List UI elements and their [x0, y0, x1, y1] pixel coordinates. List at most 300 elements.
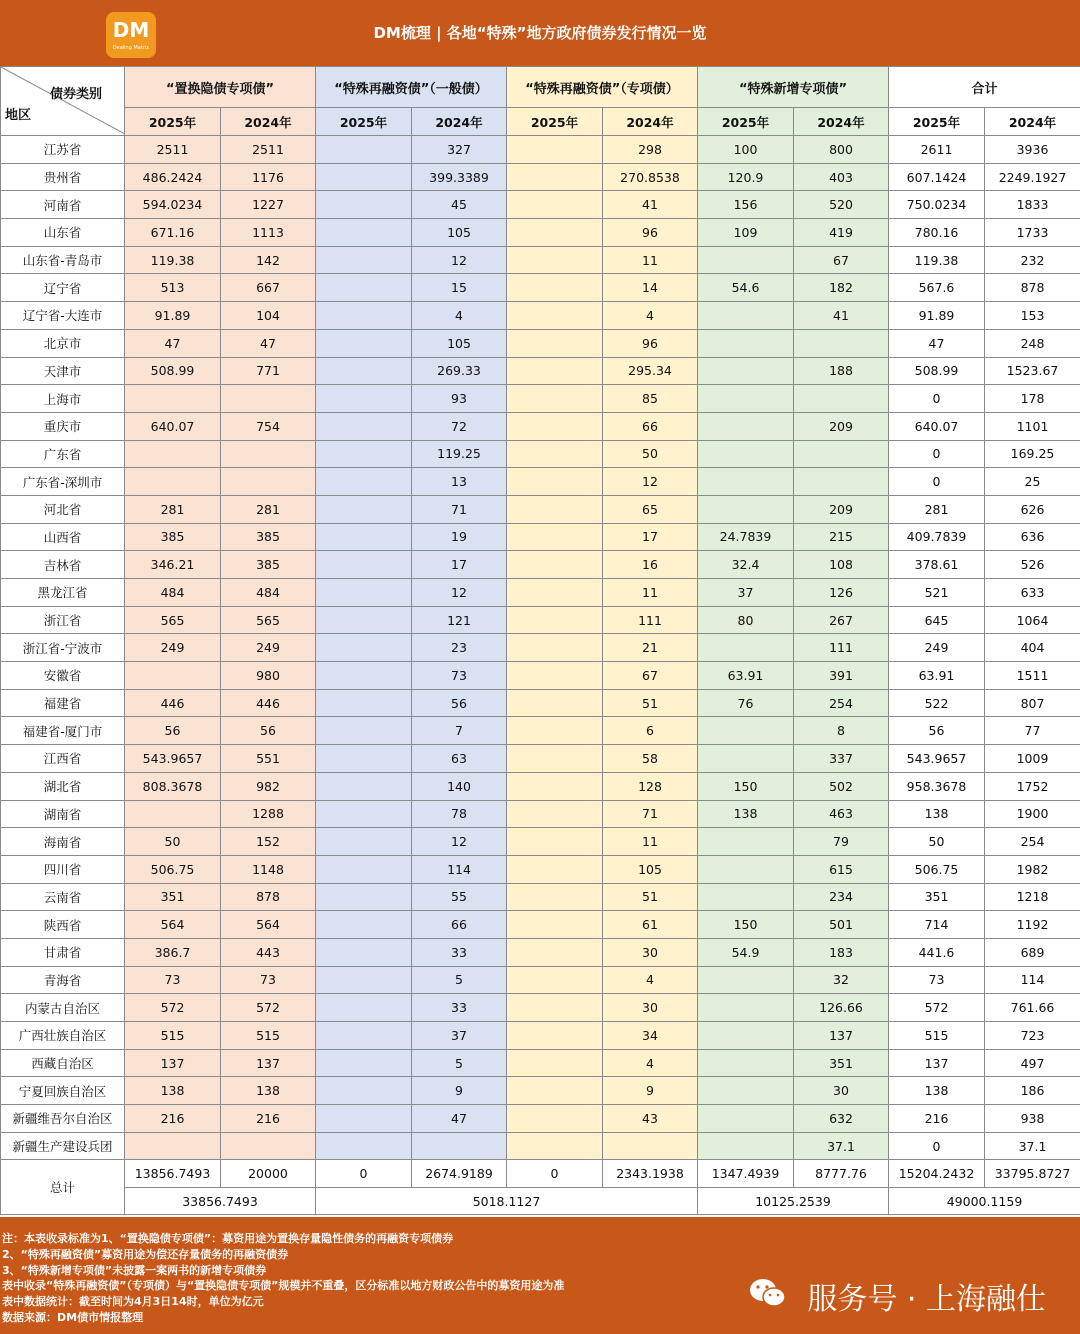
- value-cell: 137: [221, 1049, 316, 1077]
- value-cell: 501: [794, 911, 889, 939]
- table-row: [1, 717, 1080, 745]
- value-cell: 632: [794, 1105, 889, 1133]
- value-cell: 216: [889, 1105, 985, 1133]
- note-line: 3、“特殊新增专项债”未披露一案两书的新增专项债券: [2, 1264, 267, 1277]
- value-cell: 249: [221, 634, 316, 662]
- value-cell: 594.0234: [125, 191, 221, 219]
- table-row: [1, 883, 1080, 911]
- value-cell: 153: [985, 302, 1080, 330]
- table-row: [1, 440, 1080, 468]
- value-cell: 12: [412, 246, 507, 274]
- table-row: [1, 468, 1080, 496]
- value-cell: [316, 662, 412, 690]
- table-row: [1, 911, 1080, 939]
- value-cell: 32: [794, 966, 889, 994]
- value-cell: [507, 191, 603, 219]
- value-cell: [698, 468, 794, 496]
- value-cell: 216: [221, 1105, 316, 1133]
- value-cell: 543.9657: [125, 745, 221, 773]
- value-cell: 114: [985, 966, 1080, 994]
- combined-total-refinance: 5018.1127: [316, 1188, 698, 1215]
- region-name: 北京市: [1, 329, 125, 357]
- value-cell: [698, 495, 794, 523]
- value-cell: 152: [221, 828, 316, 856]
- value-cell: 77: [985, 717, 1080, 745]
- value-cell: [698, 745, 794, 773]
- value-cell: 572: [889, 994, 985, 1022]
- value-cell: 385: [125, 523, 221, 551]
- value-cell: [221, 468, 316, 496]
- value-cell: 351: [125, 883, 221, 911]
- value-cell: [316, 302, 412, 330]
- region-name: 四川省: [1, 855, 125, 883]
- table-row: [1, 579, 1080, 607]
- value-cell: 41: [603, 191, 698, 219]
- value-cell: 565: [125, 606, 221, 634]
- value-cell: [125, 385, 221, 413]
- value-cell: 50: [603, 440, 698, 468]
- value-cell: [316, 274, 412, 302]
- value-cell: 169.25: [985, 440, 1080, 468]
- value-cell: [507, 136, 603, 164]
- value-cell: [316, 136, 412, 164]
- year-header: 2025年: [125, 108, 221, 136]
- value-cell: [698, 1132, 794, 1160]
- value-cell: 626: [985, 495, 1080, 523]
- value-cell: 249: [889, 634, 985, 662]
- value-cell: 104: [221, 302, 316, 330]
- value-cell: 1227: [221, 191, 316, 219]
- value-cell: 3936: [985, 136, 1080, 164]
- value-cell: [507, 163, 603, 191]
- year-header: 2024年: [221, 108, 316, 136]
- value-cell: 216: [125, 1105, 221, 1133]
- region-name: 河南省: [1, 191, 125, 219]
- table-body: [1, 136, 1080, 1160]
- value-cell: 47: [125, 329, 221, 357]
- value-cell: [507, 938, 603, 966]
- value-cell: [698, 1022, 794, 1050]
- value-cell: [316, 772, 412, 800]
- value-cell: 1982: [985, 855, 1080, 883]
- value-cell: 404: [985, 634, 1080, 662]
- value-cell: 878: [221, 883, 316, 911]
- value-cell: 958.3678: [889, 772, 985, 800]
- value-cell: 73: [221, 966, 316, 994]
- value-cell: [507, 689, 603, 717]
- value-cell: [316, 191, 412, 219]
- value-cell: 298: [603, 136, 698, 164]
- value-cell: 446: [221, 689, 316, 717]
- value-cell: [507, 219, 603, 247]
- value-cell: 808.3678: [125, 772, 221, 800]
- group-header-replacement: “置换隐债专项债”: [125, 67, 316, 108]
- value-cell: 520: [794, 191, 889, 219]
- table-row: [1, 1132, 1080, 1160]
- value-cell: [698, 717, 794, 745]
- value-cell: [507, 883, 603, 911]
- value-cell: [507, 440, 603, 468]
- value-cell: 6: [603, 717, 698, 745]
- value-cell: 50: [125, 828, 221, 856]
- value-cell: [794, 440, 889, 468]
- table-row: [1, 412, 1080, 440]
- total-row: [1, 1160, 1080, 1188]
- value-cell: 14: [603, 274, 698, 302]
- value-cell: 463: [794, 800, 889, 828]
- region-name: 新疆维吾尔自治区: [1, 1105, 125, 1133]
- value-cell: [507, 828, 603, 856]
- value-cell: 37: [412, 1022, 507, 1050]
- page-title: DM梳理 | 各地“特殊”地方政府债券发行情况一览: [373, 24, 707, 42]
- value-cell: 61: [603, 911, 698, 939]
- value-cell: 188: [794, 357, 889, 385]
- value-cell: [794, 385, 889, 413]
- region-name: 山东省-青岛市: [1, 246, 125, 274]
- table-row: [1, 385, 1080, 413]
- table-row: [1, 191, 1080, 219]
- value-cell: 105: [603, 855, 698, 883]
- value-cell: 502: [794, 772, 889, 800]
- value-cell: [316, 468, 412, 496]
- value-cell: 689: [985, 938, 1080, 966]
- value-cell: 754: [221, 412, 316, 440]
- region-name: 甘肃省: [1, 938, 125, 966]
- value-cell: 1009: [985, 745, 1080, 773]
- value-cell: 2511: [221, 136, 316, 164]
- total-cell: 0: [316, 1160, 412, 1188]
- region-name: 贵州省: [1, 163, 125, 191]
- value-cell: [316, 412, 412, 440]
- region-name: 湖南省: [1, 800, 125, 828]
- value-cell: 281: [221, 495, 316, 523]
- value-cell: 484: [221, 579, 316, 607]
- value-cell: 234: [794, 883, 889, 911]
- table-row: [1, 523, 1080, 551]
- value-cell: 4: [603, 302, 698, 330]
- value-cell: 126: [794, 579, 889, 607]
- value-cell: 108: [794, 551, 889, 579]
- value-cell: 572: [221, 994, 316, 1022]
- value-cell: 51: [603, 689, 698, 717]
- value-cell: 938: [985, 1105, 1080, 1133]
- value-cell: [698, 883, 794, 911]
- value-cell: 37: [698, 579, 794, 607]
- value-cell: 66: [603, 412, 698, 440]
- value-cell: 564: [125, 911, 221, 939]
- value-cell: 142: [221, 246, 316, 274]
- region-name: 黑龙江省: [1, 579, 125, 607]
- value-cell: 11: [603, 246, 698, 274]
- value-cell: 150: [698, 911, 794, 939]
- table-row: [1, 219, 1080, 247]
- value-cell: [316, 689, 412, 717]
- value-cell: 72: [412, 412, 507, 440]
- table-row: [1, 689, 1080, 717]
- value-cell: [698, 412, 794, 440]
- value-cell: 1148: [221, 855, 316, 883]
- value-cell: 565: [221, 606, 316, 634]
- value-cell: [507, 717, 603, 745]
- region-name: 浙江省: [1, 606, 125, 634]
- group-header-new-special: “特殊新增专项债”: [698, 67, 889, 108]
- value-cell: [316, 1022, 412, 1050]
- value-cell: 526: [985, 551, 1080, 579]
- value-cell: 351: [794, 1049, 889, 1077]
- note-line: 表中收录“特殊再融资债”（专项债）与“置换隐债专项债”规模并不重叠，区分标准以地方财政公告中的募资用途为准: [2, 1279, 565, 1292]
- value-cell: 11: [603, 828, 698, 856]
- value-cell: 13: [412, 468, 507, 496]
- region-name: 安徽省: [1, 662, 125, 690]
- value-cell: 23: [412, 634, 507, 662]
- value-cell: 16: [603, 551, 698, 579]
- value-cell: [316, 938, 412, 966]
- value-cell: 567.6: [889, 274, 985, 302]
- value-cell: 0: [889, 385, 985, 413]
- value-cell: [507, 1105, 603, 1133]
- header-bar: [0, 0, 1080, 66]
- value-cell: 515: [889, 1022, 985, 1050]
- value-cell: [221, 1132, 316, 1160]
- value-cell: 54.6: [698, 274, 794, 302]
- value-cell: 327: [412, 136, 507, 164]
- value-cell: 385: [221, 551, 316, 579]
- value-cell: 30: [794, 1077, 889, 1105]
- value-cell: 51: [603, 883, 698, 911]
- value-cell: 807: [985, 689, 1080, 717]
- table-row: [1, 329, 1080, 357]
- value-cell: 667: [221, 274, 316, 302]
- value-cell: 47: [221, 329, 316, 357]
- value-cell: [698, 966, 794, 994]
- value-cell: [507, 385, 603, 413]
- value-cell: [316, 523, 412, 551]
- value-cell: [507, 412, 603, 440]
- value-cell: 54.9: [698, 938, 794, 966]
- corner-label-category: 债券类别: [49, 87, 102, 102]
- value-cell: [698, 440, 794, 468]
- value-cell: [316, 163, 412, 191]
- table-row: [1, 274, 1080, 302]
- value-cell: [698, 1049, 794, 1077]
- value-cell: [794, 468, 889, 496]
- value-cell: 178: [985, 385, 1080, 413]
- value-cell: [603, 1132, 698, 1160]
- value-cell: 128: [603, 772, 698, 800]
- bond-issuance-table: [0, 66, 1080, 1215]
- region-name: 西藏自治区: [1, 1049, 125, 1077]
- value-cell: 645: [889, 606, 985, 634]
- value-cell: 484: [125, 579, 221, 607]
- value-cell: 564: [221, 911, 316, 939]
- value-cell: 47: [889, 329, 985, 357]
- table-row: [1, 828, 1080, 856]
- value-cell: 15: [412, 274, 507, 302]
- value-cell: 615: [794, 855, 889, 883]
- value-cell: [507, 1022, 603, 1050]
- value-cell: [316, 1105, 412, 1133]
- value-cell: 636: [985, 523, 1080, 551]
- value-cell: 399.3389: [412, 163, 507, 191]
- value-cell: [698, 302, 794, 330]
- region-name: 辽宁省-大连市: [1, 302, 125, 330]
- total-cell: 8777.76: [794, 1160, 889, 1188]
- value-cell: [412, 1132, 507, 1160]
- value-cell: 186: [985, 1077, 1080, 1105]
- value-cell: [316, 745, 412, 773]
- year-header: 2024年: [603, 108, 698, 136]
- value-cell: [507, 579, 603, 607]
- table-row: [1, 357, 1080, 385]
- table-row: [1, 966, 1080, 994]
- value-cell: 21: [603, 634, 698, 662]
- value-cell: 633: [985, 579, 1080, 607]
- value-cell: 17: [603, 523, 698, 551]
- combined-total-all: 49000.1159: [889, 1188, 1080, 1215]
- wechat-icon: [748, 1277, 788, 1309]
- value-cell: 1101: [985, 412, 1080, 440]
- value-cell: 515: [221, 1022, 316, 1050]
- value-cell: 56: [221, 717, 316, 745]
- value-cell: [698, 855, 794, 883]
- value-cell: 50: [889, 828, 985, 856]
- value-cell: 58: [603, 745, 698, 773]
- value-cell: 254: [985, 828, 1080, 856]
- value-cell: 1511: [985, 662, 1080, 690]
- region-name: 云南省: [1, 883, 125, 911]
- corner-label-region: 地区: [5, 108, 32, 123]
- value-cell: 506.75: [889, 855, 985, 883]
- value-cell: 640.07: [125, 412, 221, 440]
- value-cell: 671.16: [125, 219, 221, 247]
- value-cell: 269.33: [412, 357, 507, 385]
- value-cell: 19: [412, 523, 507, 551]
- region-name: 江苏省: [1, 136, 125, 164]
- group-header-total: 合计: [889, 67, 1080, 108]
- value-cell: [507, 1077, 603, 1105]
- value-cell: [698, 828, 794, 856]
- value-cell: [316, 385, 412, 413]
- value-cell: 607.1424: [889, 163, 985, 191]
- value-cell: 1192: [985, 911, 1080, 939]
- value-cell: [698, 357, 794, 385]
- value-cell: 138: [889, 1077, 985, 1105]
- value-cell: 138: [698, 800, 794, 828]
- value-cell: 43: [603, 1105, 698, 1133]
- value-cell: 2611: [889, 136, 985, 164]
- value-cell: 4: [412, 302, 507, 330]
- value-cell: [698, 1077, 794, 1105]
- value-cell: [316, 1132, 412, 1160]
- value-cell: 12: [603, 468, 698, 496]
- value-cell: 513: [125, 274, 221, 302]
- year-header-row: [1, 108, 1080, 136]
- total-cell: 13856.7493: [125, 1160, 221, 1188]
- value-cell: 409.7839: [889, 523, 985, 551]
- region-name: 福建省-厦门市: [1, 717, 125, 745]
- region-name: 江西省: [1, 745, 125, 773]
- value-cell: 443: [221, 938, 316, 966]
- value-cell: 73: [412, 662, 507, 690]
- value-cell: 85: [603, 385, 698, 413]
- value-cell: [507, 468, 603, 496]
- value-cell: [316, 440, 412, 468]
- year-header: 2025年: [507, 108, 603, 136]
- value-cell: 5: [412, 966, 507, 994]
- value-cell: 24.7839: [698, 523, 794, 551]
- value-cell: 1218: [985, 883, 1080, 911]
- value-cell: [125, 800, 221, 828]
- value-cell: 138: [221, 1077, 316, 1105]
- value-cell: 34: [603, 1022, 698, 1050]
- value-cell: 572: [125, 994, 221, 1022]
- value-cell: [316, 828, 412, 856]
- value-cell: [507, 1049, 603, 1077]
- value-cell: [316, 579, 412, 607]
- value-cell: 295.34: [603, 357, 698, 385]
- value-cell: [507, 329, 603, 357]
- value-cell: 32.4: [698, 551, 794, 579]
- value-cell: 1523.67: [985, 357, 1080, 385]
- watermark-service-account: 服务号 · 上海融仕: [807, 1282, 1046, 1317]
- value-cell: 1176: [221, 163, 316, 191]
- value-cell: 30: [603, 994, 698, 1022]
- value-cell: [507, 911, 603, 939]
- value-cell: 156: [698, 191, 794, 219]
- table-row: [1, 246, 1080, 274]
- value-cell: 137: [794, 1022, 889, 1050]
- total-cell: 0: [507, 1160, 603, 1188]
- region-name: 广东省-深圳市: [1, 468, 125, 496]
- value-cell: [316, 911, 412, 939]
- value-cell: 750.0234: [889, 191, 985, 219]
- value-cell: 140: [412, 772, 507, 800]
- table-row: [1, 163, 1080, 191]
- note-line: 表中数据统计：截至时间为4月3日14时，单位为亿元: [2, 1295, 264, 1308]
- value-cell: 980: [221, 662, 316, 690]
- value-cell: 150: [698, 772, 794, 800]
- region-name: 重庆市: [1, 412, 125, 440]
- value-cell: 1733: [985, 219, 1080, 247]
- value-cell: 63.91: [698, 662, 794, 690]
- value-cell: 4: [603, 1049, 698, 1077]
- value-cell: [507, 772, 603, 800]
- value-cell: 209: [794, 495, 889, 523]
- group-header-row: [1, 67, 1080, 108]
- value-cell: 515: [125, 1022, 221, 1050]
- value-cell: [316, 551, 412, 579]
- value-cell: [507, 745, 603, 773]
- value-cell: 96: [603, 329, 698, 357]
- corner-header: [1, 67, 125, 136]
- value-cell: 71: [603, 800, 698, 828]
- value-cell: [316, 855, 412, 883]
- value-cell: 73: [125, 966, 221, 994]
- value-cell: 100: [698, 136, 794, 164]
- year-header: 2024年: [985, 108, 1080, 136]
- value-cell: 37.1: [794, 1132, 889, 1160]
- value-cell: [316, 800, 412, 828]
- value-cell: 47: [412, 1105, 507, 1133]
- value-cell: 8: [794, 717, 889, 745]
- value-cell: 281: [125, 495, 221, 523]
- value-cell: 248: [985, 329, 1080, 357]
- value-cell: 111: [603, 606, 698, 634]
- value-cell: 249: [125, 634, 221, 662]
- value-cell: 800: [794, 136, 889, 164]
- region-name: 广东省: [1, 440, 125, 468]
- value-cell: 63.91: [889, 662, 985, 690]
